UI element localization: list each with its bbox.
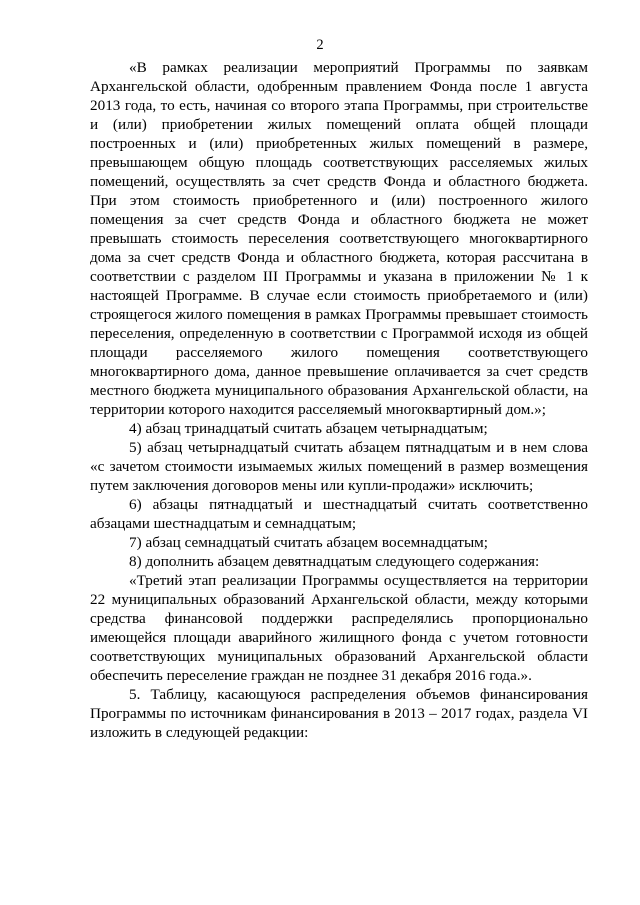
paragraph-program-stage-two: «В рамках реализации мероприятий Программы по заявкам Архангельской области, одобренным правлением Фонда после 1 августа 2013 года, то есть, начиная со второго этапа Программы, при строительстве и (или) приобретении жилых помещений оплата общей площади построенных и (или) приобретенных жилых помещений в размере, превышающем общую площадь соответствующих расселяемых жилых помещений, осуществлять за счет средств Фонда и областного бюджета. При этом стоимость приобретенного и (или) построенного жилого помещения за счет средств Фонда и областного бюджета не может превышать стоимость переселения соответствующего многоквартирного дома за счет средств Фонда и областного бюджета, которая рассчитана в соответствии с разделом III Программы и указана в приложении № 1 к настоящей Программе. В случае если стоимость приобретаемого и (или) строящегося жилого помещения в рамках Программы превышает стоимость переселения, определенную в соответствии с Программой исходя из общей площади расселяемого жилого помещения соответствующего многоквартирного дома, данное превышение оплачивается за счет средств местного бюджета муниципального образования Архангельской области, на территории которого находится расселяемый многоквартирный дом.»; (90, 59, 588, 418)
paragraph-item-6: 6) абзацы пятнадцатый и шестнадцатый считать соответственно абзацами шестнадцатым и семнадцатым; (90, 496, 588, 532)
document-body (90, 58, 588, 742)
paragraph-item-4: 4) абзац тринадцатый считать абзацем четырнадцатым; (129, 420, 488, 437)
paragraph-item-5: 5) абзац четырнадцатый считать абзацем пятнадцатым и в нем слова «с зачетом стоимости изымаемых жилых помещений в размер возмещения путем заключения договоров мены или купли-продажи» исключить; (90, 439, 588, 494)
paragraph-program-stage-three: «Третий этап реализации Программы осуществляется на территории 22 муниципальных образований Архангельской области, между которыми средства финансовой поддержки распределялись пропорционально имеющейся площади аварийного жилищного фонда с учетом готовности соответствующих муниципальных образований Архангельской области обеспечить переселение граждан не позднее 31 декабря 2016 года.». (90, 572, 588, 684)
paragraph-item-7: 7) абзац семнадцатый считать абзацем восемнадцатым; (129, 534, 488, 551)
page-number: 2 (316, 37, 324, 53)
paragraph-item-8: 8) дополнить абзацем девятнадцатым следующего содержания: (129, 553, 540, 570)
paragraph-point-5: 5. Таблицу, касающуюся распределения объемов финансирования Программы по источникам финансирования в 2013 – 2017 годах, раздела VI изложить в следующей редакции: (90, 686, 588, 741)
